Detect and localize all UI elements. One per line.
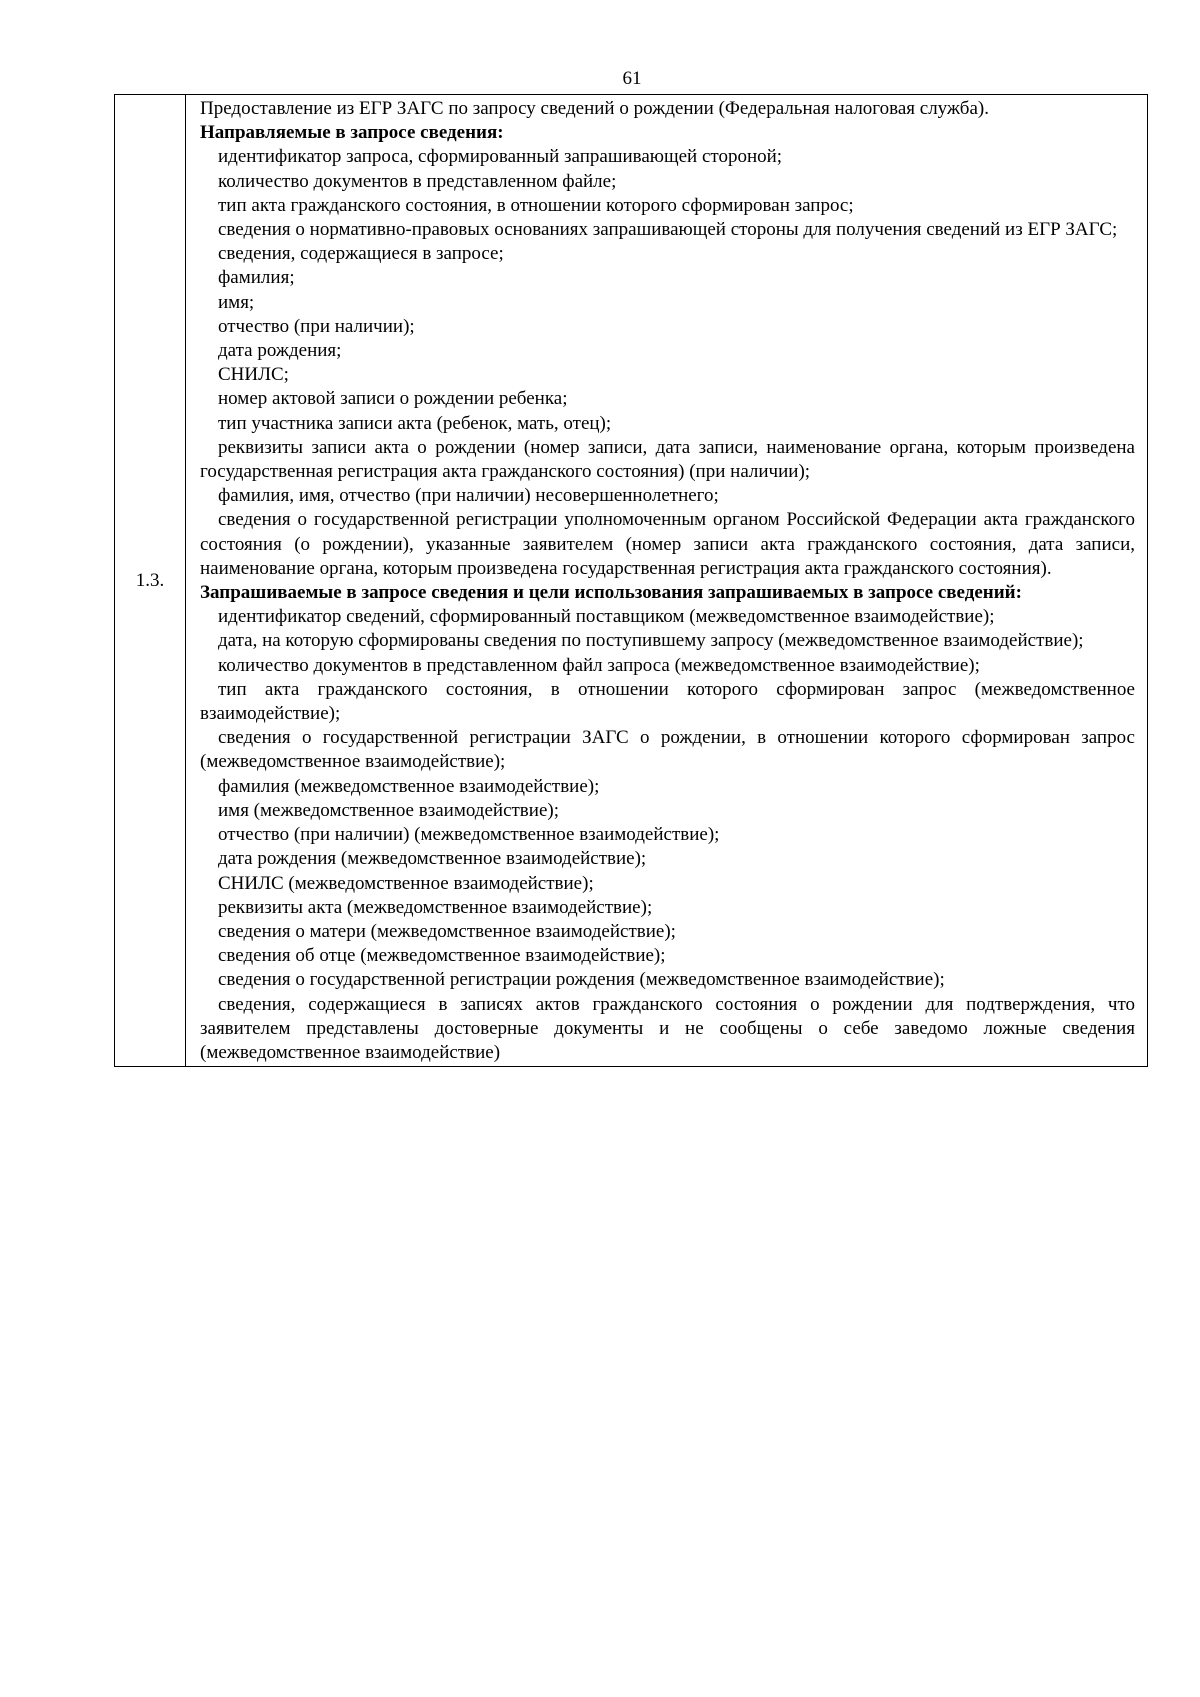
list-item: сведения о матери (межведомственное взаимодействие); [218, 920, 676, 942]
list-item: количество документов в представленном файл запроса (межведомственное взаимодействие); [218, 654, 980, 676]
row-number-cell: 1.3. [115, 95, 186, 1067]
list-item: имя (межведомственное взаимодействие); [218, 799, 559, 821]
list-item: СНИЛС (межведомственное взаимодействие); [218, 872, 594, 894]
section-heading-requested: Запрашиваемые в запросе сведения и цели использования запрашиваемых в запросе сведений: [200, 582, 1022, 604]
list-item: дата, на которую сформированы сведения по поступившему запросу (межведомственное взаимодействие); [218, 630, 1084, 652]
list-item: фамилия, имя, отчество (при наличии) несовершеннолетнего; [218, 485, 719, 507]
list-item: реквизиты акта (межведомственное взаимодействие); [218, 896, 653, 918]
table-row [115, 95, 1148, 1067]
list-item: сведения о государственной регистрации рождения (межведомственное взаимодействие); [218, 969, 945, 991]
list-item: количество документов в представленном файле; [218, 170, 617, 192]
list-item: идентификатор запроса, сформированный запрашивающей стороной; [218, 146, 783, 168]
row-title: Предоставление из ЕГР ЗАГС по запросу сведений о рождении (Федеральная налоговая служба). [200, 98, 989, 119]
list-item: тип участника записи акта (ребенок, мать, отец); [218, 412, 612, 434]
list-item: отчество (при наличии) (межведомственное взаимодействие); [218, 824, 720, 846]
list-item: идентификатор сведений, сформированный поставщиком (межведомственное взаимодействие); [218, 606, 995, 628]
list-item: имя; [218, 291, 255, 313]
list-item: сведения о государственной регистрации уполномоченным органом Российской Федерации акта гражданского состояния (о рождении), указанные заявителем (номер записи акта гражданского состояния, дата записи, наименование органа, которым произведена государственная регистрация акта гражданского состояния). [200, 509, 1135, 579]
list-item: дата рождения; [218, 340, 342, 362]
list-item: тип акта гражданского состояния, в отношении которого сформирован запрос; [218, 194, 854, 216]
list-item: сведения, содержащиеся в записях актов гражданского состояния о рождении для подтверждения, что заявителем представлены достоверные документы и не сообщены о себе заведомо ложные сведения (межведомственное взаимодействие) [200, 993, 1135, 1063]
list-item: дата рождения (межведомственное взаимодействие); [218, 848, 647, 870]
list-item: сведения, содержащиеся в запросе; [218, 243, 504, 265]
requirements-table [114, 94, 1148, 1067]
list-item: фамилия (межведомственное взаимодействие); [218, 775, 600, 797]
page-number: 61 [622, 68, 642, 89]
list-item: сведения о нормативно-правовых основаниях запрашивающей стороны для получения сведений из ЕГР ЗАГС; [218, 219, 1118, 241]
section-heading-sent: Направляемые в запросе сведения: [200, 122, 504, 144]
row-content-cell [186, 95, 1148, 1067]
list-item: номер актовой записи о рождении ребенка; [218, 388, 568, 410]
requested-items-list [200, 605, 1135, 1065]
list-item: реквизиты записи акта о рождении (номер записи, дата записи, наименование органа, которым произведена государственная регистрация акта гражданского состояния) (при наличии); [200, 436, 1135, 483]
list-item: отчество (при наличии); [218, 315, 415, 337]
list-item: фамилия; [218, 267, 295, 289]
sent-items-list [200, 145, 1135, 581]
list-item: сведения об отце (межведомственное взаимодействие); [218, 945, 666, 967]
list-item: тип акта гражданского состояния, в отношении которого сформирован запрос (межведомственное взаимодействие); [200, 678, 1135, 725]
list-item: сведения о государственной регистрации ЗАГС о рождении, в отношении которого сформирован запрос (межведомственное взаимодействие); [200, 727, 1135, 773]
list-item: СНИЛС; [218, 364, 289, 386]
